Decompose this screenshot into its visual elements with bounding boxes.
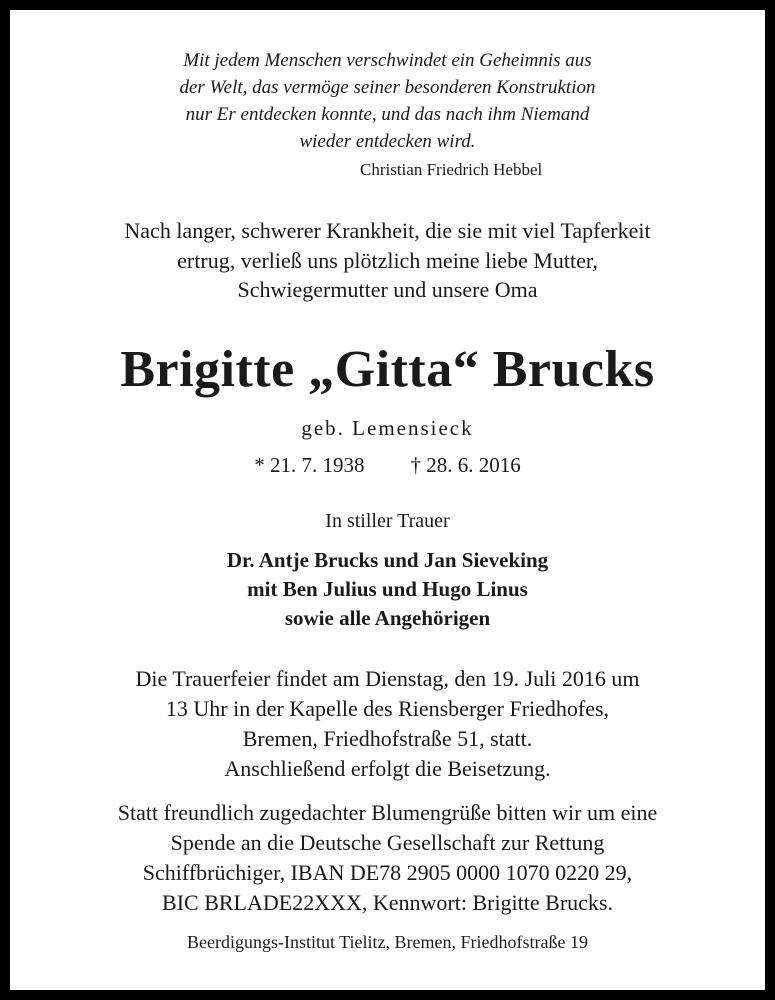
intro-line: Nach langer, schwerer Krankheit, die sie mit viel Tapferkeit [124,218,651,243]
intro-line: Schwiegermutter und unsere Oma [237,277,538,302]
death-date: † 28. 6. 2016 [410,453,521,477]
obituary-notice [10,10,765,990]
quote-author: Christian Friedrich Hebbel [360,160,543,179]
funeral-line: Anschließend erfolgt die Beisetzung. [224,756,551,781]
birth-name: geb. Lemensieck [301,416,474,440]
donation-line: BIC BRLADE22XXX, Kennwort: Brigitte Brucks. [162,890,613,915]
birth-date: * 21. 7. 1938 [254,453,365,477]
quote-line: Mit jedem Menschen verschwindet ein Geheimnis aus [183,50,592,71]
life-dates [10,453,765,478]
funeral-line: 13 Uhr in der Kapelle des Riensberger Friedhofes, [165,696,610,721]
quote-line: nur Er entdecken konnte, und das nach ihm Niemand [185,104,590,125]
funeral-line: Die Trauerfeier findet am Dienstag, den 19. Juli 2016 um [135,666,640,691]
quote-line: wieder entdecken wird. [299,131,476,152]
funeral-home: Beerdigungs-Institut Tielitz, Bremen, Friedhofstraße 19 [187,932,588,952]
donation-line: Schiffbrüchiger, IBAN DE78 2905 0000 1070 0220 29, [142,860,633,885]
funeral-line: Bremen, Friedhofstraße 51, statt. [242,726,533,751]
donation-line: Statt freundlich zugedachter Blumengrüße bitten wir um eine [117,800,658,825]
quote-line: der Welt, das vermöge seiner besonderen Konstruktion [179,77,596,98]
family-line: mit Ben Julius und Hugo Linus [247,577,528,601]
family-line: Dr. Antje Brucks und Jan Sieveking [226,548,549,572]
family-line: sowie alle Angehörigen [284,606,491,630]
deceased-name: Brigitte „Gitta“ Brucks [120,341,655,398]
intro-line: ertrug, verließ uns plötzlich meine liebe Mutter, [177,248,598,273]
mourning-heading: In stiller Trauer [325,510,450,532]
donation-line: Spende an die Deutsche Gesellschaft zur Rettung [170,830,605,855]
